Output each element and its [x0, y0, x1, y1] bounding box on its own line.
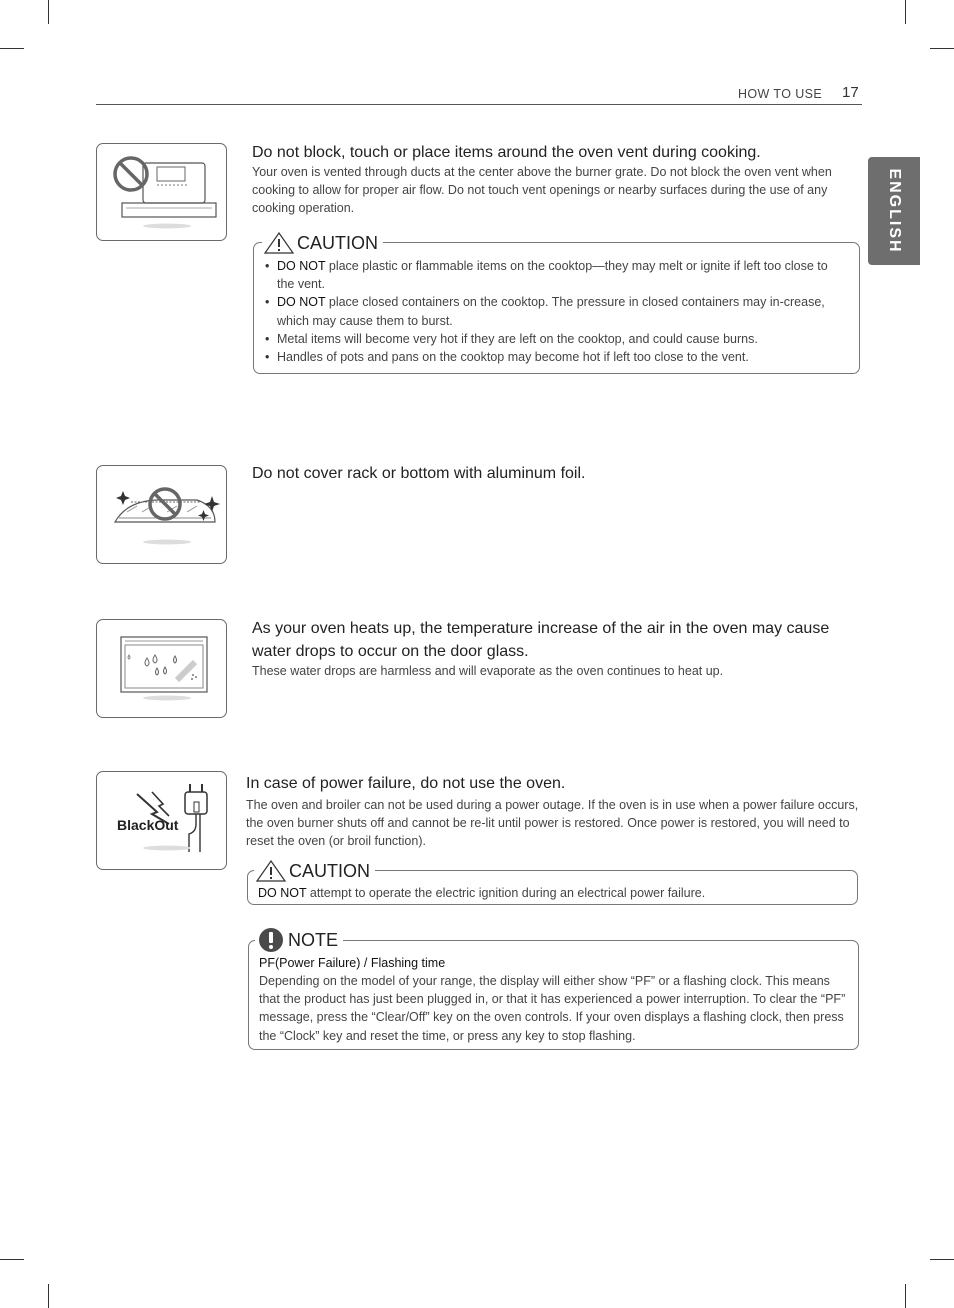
- blackout-label: BlackOut: [117, 817, 179, 833]
- list-item-keyword: DO NOT: [277, 259, 326, 273]
- note-text: Depending on the model of your range, the display will either show “PF” or a flashing clock. This means that the product has just been plugged in, or that it has experienced a power interruption. To clear the “PF” message, press the “Clear/Off” key on the oven controls. If your oven displays a flashing clock, then press the “Clock” key and reset the time, or press any key to stop flashing.: [259, 974, 846, 1043]
- page-number: 17: [842, 84, 859, 101]
- condensation-body: These water drops are harmless and will evaporate as the oven continues to heat up.: [252, 664, 724, 678]
- foil-illustration: [96, 465, 227, 564]
- note-label-text: NOTE: [288, 929, 339, 950]
- list-item-text: place closed containers on the cooktop. The pressure in closed containers may in-crease, which may cause them to burst.: [277, 295, 825, 328]
- crop-mark: [48, 0, 49, 24]
- door-glass-image: [97, 620, 228, 719]
- caution-label-text: CAUTION: [289, 860, 370, 881]
- crop-mark: [0, 1259, 24, 1260]
- power-heading: In case of power failure, do not use the oven.: [246, 775, 566, 792]
- caution-label: [254, 860, 375, 882]
- power-caution-box: [247, 860, 858, 905]
- exclamation-circle-icon: [257, 927, 285, 953]
- header-rule: [96, 104, 862, 105]
- vent-illustration: [96, 143, 227, 241]
- power-caution-text: [258, 884, 848, 902]
- condensation-illustration: [96, 619, 227, 718]
- aluminum-foil-image: [97, 466, 228, 565]
- caution-keyword: DO NOT: [258, 886, 307, 900]
- list-item: [263, 330, 837, 348]
- caution-label-text: CAUTION: [297, 232, 378, 253]
- power-body: The oven and broiler can not be used during a power outage. If the oven is in use when a power failure occurs, the oven burner shuts off and cannot be re-lit until power is restored. Once power is restored, you will need to reset the oven (or broil function).: [246, 798, 859, 849]
- note-box: [248, 929, 859, 1050]
- vent-heading: Do not block, touch or place items around the oven vent during cooking.: [252, 144, 761, 161]
- list-item-text: Handles of pots and pans on the cooktop may become hot if left too close to the vent.: [277, 350, 749, 365]
- caution-text: attempt to operate the electric ignition during an electrical power failure.: [306, 886, 706, 900]
- vent-caution-box: [253, 232, 860, 374]
- note-label: [255, 927, 343, 953]
- crop-mark: [930, 48, 954, 49]
- section-title: HOW TO USE: [738, 87, 823, 101]
- crop-mark: [0, 48, 24, 49]
- list-item-text: place plastic or flammable items on the cooktop—they may melt or ignite if left too close to the vent.: [277, 259, 828, 292]
- warning-triangle-icon: [256, 860, 286, 882]
- crop-mark: [905, 0, 906, 24]
- condensation-heading: As your oven heats up, the temperature increase of the air in the oven may cause water drops to occur on the door glass.: [252, 620, 830, 660]
- list-item: [263, 348, 837, 366]
- crop-mark: [905, 1284, 906, 1308]
- list-item-text: Metal items will become very hot if they are left on the cooktop, and could cause burns.: [277, 331, 758, 346]
- blackout-illustration: [96, 771, 227, 870]
- list-item-keyword: DO NOT: [277, 295, 326, 310]
- crop-mark: [48, 1284, 49, 1308]
- foil-heading: Do not cover rack or bottom with aluminum foil.: [252, 465, 586, 482]
- list-item: [263, 293, 837, 329]
- crop-mark: [930, 1259, 954, 1260]
- note-subheading: PF(Power Failure) / Flashing time: [259, 956, 446, 970]
- language-tab: [868, 157, 920, 265]
- oven-vent-image: [97, 144, 228, 242]
- caution-list: [263, 257, 837, 366]
- list-item: [263, 257, 837, 293]
- caution-label: [262, 232, 383, 254]
- language-tab-label: ENGLISH: [886, 168, 903, 254]
- vent-body: Your oven is vented through ducts at the center above the burner grate. Do not block the oven vent when cooking to allow for proper air flow. Do not touch vent openings or nearby surfaces during the use of any cooking operation.: [252, 165, 832, 216]
- warning-triangle-icon: [264, 232, 294, 254]
